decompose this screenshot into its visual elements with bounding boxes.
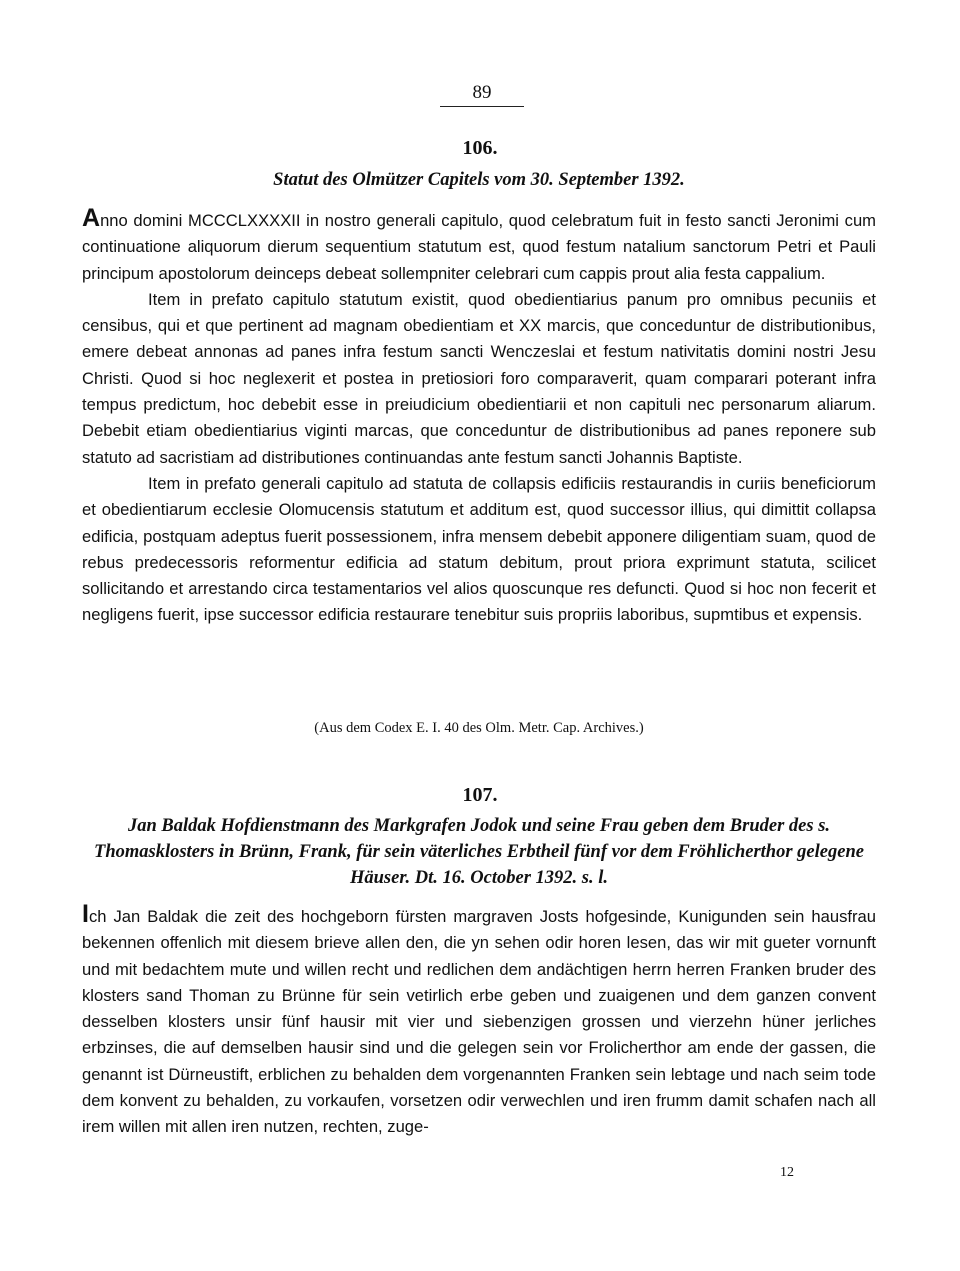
sheet-signature: 12: [780, 1165, 794, 1180]
source-note-106: (Aus dem Codex E. I. 40 des Olm. Metr. Cap. Archives.): [314, 720, 644, 736]
document-number-106: 106.: [462, 137, 498, 159]
document-heading-106: Statut des Olmützer Capitels vom 30. September 1392.: [273, 170, 685, 190]
initial-letter: I: [82, 900, 89, 928]
page-number: 89: [472, 82, 492, 103]
document-body-107: [82, 900, 876, 1141]
initial-letter: A: [82, 204, 101, 232]
paragraph: [82, 204, 876, 287]
paragraph-text: ch Jan Baldak die zeit des hochgeborn fürsten margraven Josts hofgesinde, Kunigunden sein hausfrau bekennen offenlich mit diesem brieve allen den, die yn sehen odir horen lesen, das wir mit gueter vornunft und mit bedachtem mute und willen recht und redlichen dem andächtigen herrn herren Franken bruder des klosters sand Thoman zu Brünne für sein vetirlich erbe geben und zuaigenen und dem ganzen convent desselben klosters unsir fünf hausir mit vier und siebenzigen grossen und vierzehn hüner jerliches erbzinses, die auf demselben hausir sind und die gelegen sein vor Frolicherthor am ende der gassen, die genannt ist Dürneustift, erblichen zu behalden dem vorgenannten Franken sein lebtage und nach seim tode dem konvent zu behalden, zu vorkaufen, vorsetzen odir verwechlen und iren frumm damit schafen nach all irem willen mit allen iren nutzen, rechten, zuge-: [82, 907, 876, 1137]
page-number-rule: [440, 106, 524, 107]
paragraph: [82, 900, 876, 1141]
paragraph: Item in prefato capitulo statutum existit, quod obedientiarius panum pro omnibus pecuniis et censibus, qui et que pertinent ad magnam obedientiam et XX marcis, que conceduntur de distributionibus, emere debeat annonas ad panes infra festum sancti Wenczeslai et festum nativitatis domini nostri Jesu Christi. Quod si hoc neglexerit et postea in pretiosiori foro comparaverit, quam comparari poterant infra tempus predictum, hoc debebit esse in preiudicium obedientiarii et non capituli nec personarum aliarum. Debebit etiam obedientiarius viginti marcas, que conceduntur de distributionibus ad panes reponere sub statuto ad sacristiam ad distributiones continuandas ante festum sancti Johannis Baptiste.: [82, 289, 876, 467]
document-number-107: 107.: [462, 784, 498, 806]
paragraph: Item in prefato generali capitulo ad statuta de collapsis edificiis restaurandis in curiis beneficiorum et obedientiarum ecclesie Olomucensis statutum et additum est, quod successor illius, qui dimittit collapsa edificia, postquam adeptus fuerit possessionem, infra mensem debebit apponere diligentiam suam, quod de rebus predecessoris reformentur edificia ad statum debitum, prout priora exprimunt statuta, scilicet sollicitando et arrestando circa testamentarios vel alios quoscunque res defuncti. Quod si hoc non fecerit et negligens fuerit, ipse successor edificia restaurare tenebitur suis propriis laboribus, supmtibus et expensis.: [82, 473, 876, 625]
document-heading-107: Jan Baldak Hofdienstmann des Markgrafen Jodok und seine Frau geben dem Bruder des s. Thomasklosters in Brünn, Frank, für sein väterliches Erbtheil fünf vor dem Fröhlicherthor gelegene Häuser. Dt. 16. October 1392. s. l.: [94, 816, 864, 888]
paragraph-text: nno domini MCCCLXXXXII in nostro generali capitulo, quod celebratum fuit in festo sancti Jeronimi cum continuatione aliquorum dierum sequentium statutum est, quod festum natalium sanctorum Petri et Pauli principum apostolorum deinceps debeat sollempniter celebrari cum cappis prout alia festa cappalium.: [82, 211, 876, 283]
document-body-106: [82, 204, 876, 629]
